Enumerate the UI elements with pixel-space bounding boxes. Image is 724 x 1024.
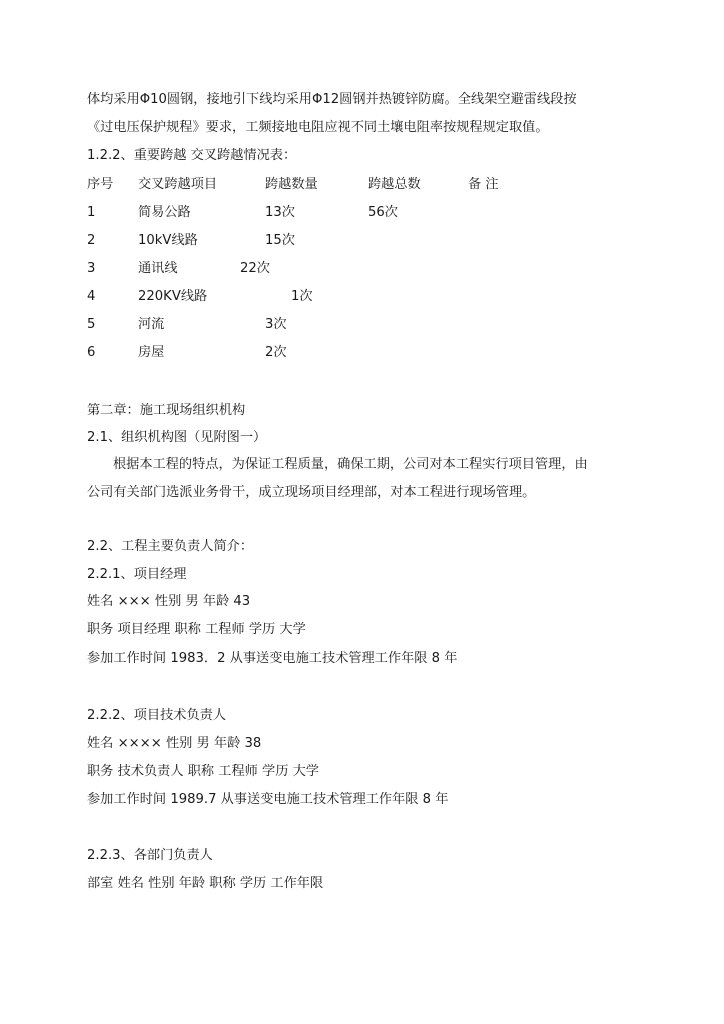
- row-number: 1: [87, 205, 96, 220]
- row-number: 4: [87, 289, 96, 304]
- subsection-heading: 2.2.1、项目经理: [87, 567, 187, 582]
- chapter-title: 第二章：施工现场组织机构: [87, 403, 246, 418]
- row-item: 10kV线路: [138, 233, 198, 248]
- paragraph-line: 根据本工程的特点，为保证工程质量，确保工期，公司对本工程实行项目管理，由: [113, 457, 588, 472]
- paragraph-line: 公司有关部门选派业务骨干，成立现场项目经理部，对本工程进行现场管理。: [87, 485, 536, 500]
- header-cell: 备 注: [468, 177, 499, 192]
- subsection-heading: 2.2.3、各部门负责人: [87, 848, 213, 863]
- row-count: 13次: [265, 205, 295, 220]
- row-item: 房屋: [138, 345, 165, 360]
- row-total: 56次: [368, 205, 398, 220]
- row-count: 15次: [265, 233, 295, 248]
- row-number: 2: [87, 233, 96, 248]
- row-count: 1次: [291, 289, 313, 304]
- info-line: 姓名 ×××× 性别 男 年龄 38: [87, 736, 262, 751]
- info-line: 姓名 ××× 性别 男 年龄 43: [87, 594, 251, 609]
- row-number: 6: [87, 345, 96, 360]
- row-item: 通讯线: [138, 261, 178, 276]
- info-line: 部室 姓名 性别 年龄 职称 学历 工作年限: [87, 876, 324, 891]
- subsection-heading: 2.2.2、项目技术负责人: [87, 708, 227, 723]
- paragraph-line: 体均采用Φ10圆钢，接地引下线均采用Φ12圆钢并热镀锌防腐。全线架空避雷线段按: [87, 92, 577, 107]
- row-count: 22次: [240, 261, 270, 276]
- row-number: 5: [87, 317, 96, 332]
- header-cell: 跨越总数: [368, 177, 421, 192]
- paragraph-line: 《过电压保护规程》要求，工频接地电阻应视不同土壤电阻率按规程规定取值。: [87, 120, 549, 135]
- row-item: 简易公路: [138, 205, 191, 220]
- section-heading: 2.1、组织机构图（见附图一）: [87, 430, 267, 445]
- header-cell: 交叉跨越项目: [138, 177, 218, 192]
- info-line: 参加工作时间 1989.7 从事送变电施工技术管理工作年限 8 年: [87, 792, 449, 807]
- section-heading: 2.2、工程主要负责人简介：: [87, 539, 254, 554]
- info-line: 参加工作时间 1983．2 从事送变电施工技术管理工作年限 8 年: [87, 651, 458, 666]
- header-cell: 序号: [87, 177, 114, 192]
- row-count: 3次: [265, 317, 287, 332]
- info-line: 职务 项目经理 职称 工程师 学历 大学: [87, 622, 306, 637]
- section-heading: 1.2.2、重要跨越 交叉跨越情况表：: [87, 148, 297, 163]
- info-line: 职务 技术负责人 职称 工程师 学历 大学: [87, 764, 319, 779]
- row-item: 220KV线路: [138, 289, 208, 304]
- header-cell: 跨越数量: [265, 177, 318, 192]
- row-item: 河流: [138, 317, 165, 332]
- row-count: 2次: [265, 345, 287, 360]
- row-number: 3: [87, 261, 96, 276]
